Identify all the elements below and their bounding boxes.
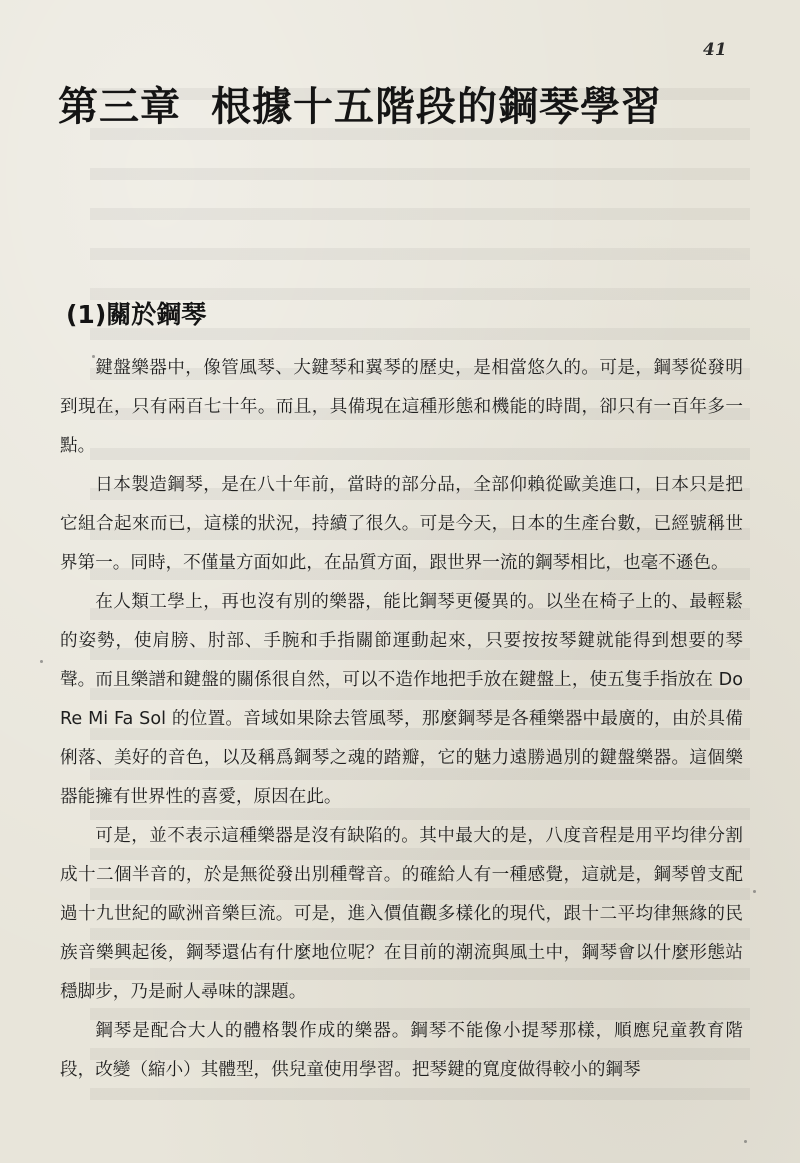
- body-text: [60, 349, 743, 1090]
- paragraph: 日本製造鋼琴，是在八十年前，當時的部分品，全部仰賴從歐美進口，日本只是把它組合起來而已，這樣的狀況，持續了很久。可是今天，日本的生產台數，已經號稱世界第一。同時，不僅量方面如此，在品質方面，跟世界一流的鋼琴相比，也毫不遜色。: [60, 475, 743, 573]
- page-number: 41: [703, 40, 727, 60]
- paper-speck: [92, 355, 95, 358]
- chapter-title: [58, 80, 748, 134]
- section-title: (1)關於鋼琴: [66, 300, 207, 329]
- paragraph: 鍵盤樂器中，像管風琴、大鍵琴和翼琴的歷史，是相當悠久的。可是，鋼琴從發明到現在，只有兩百七十年。而且，具備現在這種形態和機能的時間，卻只有一百年多一點。: [60, 358, 743, 456]
- paragraph: 可是，並不表示這種樂器是沒有缺陷的。其中最大的是，八度音程是用平均律分割成十二個半音的，於是無從發出別種聲音。的確給人有一種感覺，這就是，鋼琴曾支配過十九世紀的歐洲音樂巨流。可是，進入價值觀多樣化的現代，跟十二平均律無緣的民族音樂興起後，鋼琴還佔有什麼地位呢？在目前的潮流與風土中，鋼琴會以什麼形態站穩脚步，乃是耐人尋味的課題。: [60, 826, 743, 1002]
- paragraph: 鋼琴是配合大人的體格製作成的樂器。鋼琴不能像小提琴那樣，順應兒童教育階段，改變（縮小）其體型，供兒童使用學習。把琴鍵的寬度做得較小的鋼琴: [60, 1021, 743, 1080]
- chapter-subtitle: 根據十五階段的鋼琴學習: [211, 84, 662, 130]
- paper-speck: [744, 1140, 747, 1143]
- paper-speck: [40, 660, 43, 663]
- paper-speck: [753, 890, 756, 893]
- paragraph: 在人類工學上，再也沒有別的樂器，能比鋼琴更優異的。以坐在椅子上的、最輕鬆的姿勢，使肩膀、肘部、手腕和手指關節運動起來，只要按按琴鍵就能得到想要的琴聲。而且樂譜和鍵盤的關係很自然，可以不造作地把手放在鍵盤上，使五隻手指放在 Do Re Mi Fa Sol 的位置。音域如果除去管風琴，那麼鋼琴是各種樂器中最廣的，由於具備俐落、美好的音色，以及稱爲鋼琴之魂的踏瓣，它的魅力遠勝過別的鍵盤樂器。這個樂器能擁有世界性的喜愛，原因在此。: [60, 592, 743, 807]
- chapter-number: 第三章: [58, 84, 181, 130]
